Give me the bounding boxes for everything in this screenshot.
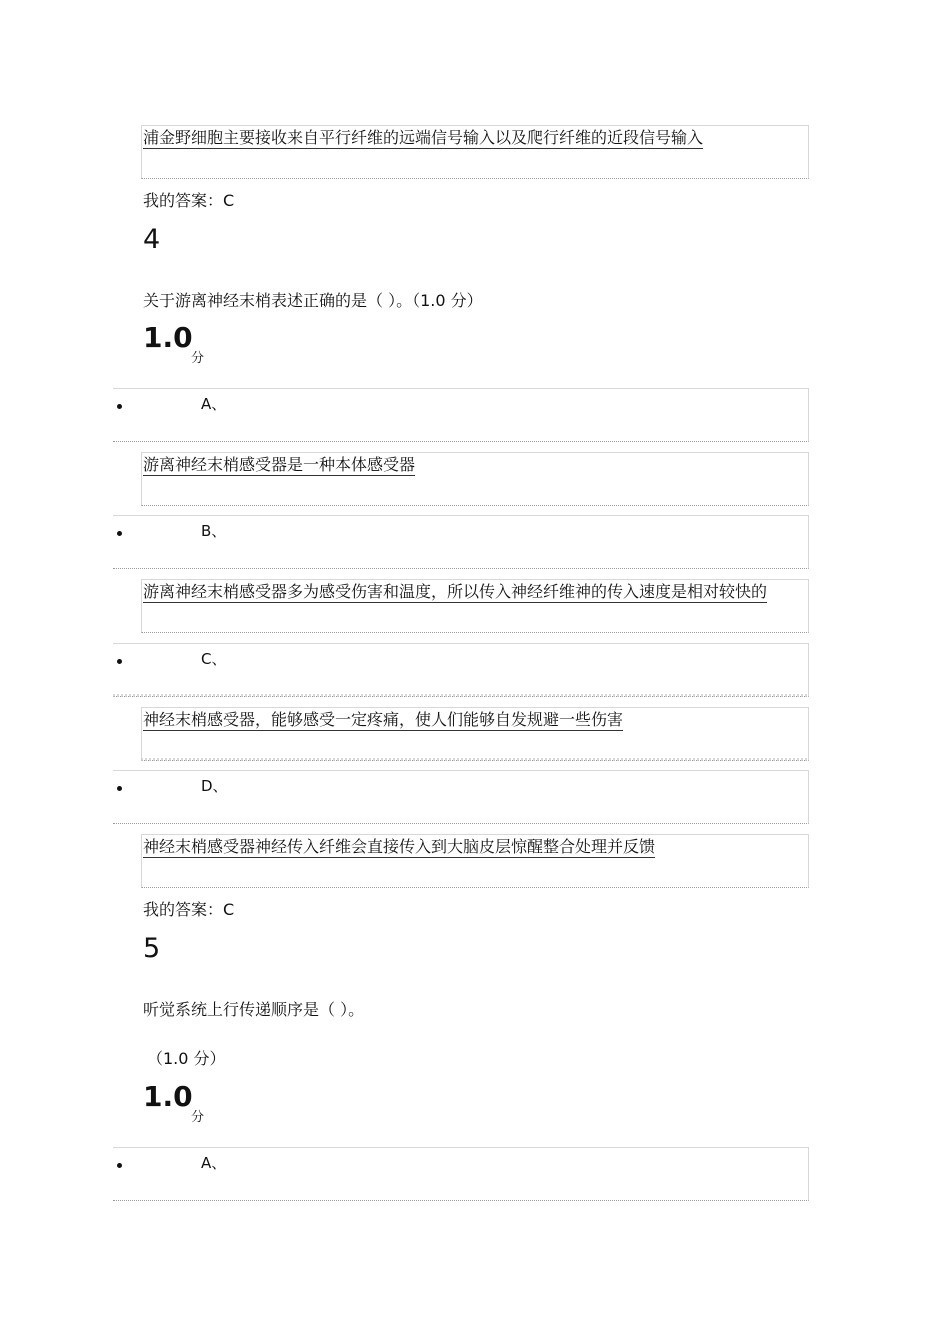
- score-value: 1.0: [143, 1080, 193, 1113]
- score-unit: 分: [191, 1110, 205, 1125]
- option-a-text: 游离神经末梢感受器是一种本体感受器: [143, 455, 416, 474]
- option-bullet: [117, 1163, 122, 1168]
- option-c-text: 神经末梢感受器，能够感受一定疼痛，使人们能够自发规避一些伤害: [143, 710, 624, 729]
- option-d-text: 神经末梢感受器神经传入纤维会直接传入到大脑皮层惊醒整合处理并反馈: [143, 837, 656, 856]
- option-bullet: [117, 531, 122, 536]
- option-d-label[interactable]: D、: [201, 777, 228, 795]
- scan-artifact: [141, 758, 809, 761]
- question-text: 关于游离神经末梢表述正确的是（ ）。（1.0 分）: [143, 291, 483, 310]
- option-bullet: [117, 404, 122, 409]
- option-c-label[interactable]: C、: [201, 650, 227, 668]
- option-a-label[interactable]: A、: [201, 395, 227, 413]
- option-a-label[interactable]: A、: [201, 1154, 227, 1172]
- question-text: 听觉系统上行传递顺序是（ ）。: [143, 1000, 365, 1019]
- question-number: 5: [143, 933, 161, 964]
- option-b-text: 游离神经末梢感受器多为感受伤害和温度，所以传入神经纤维神的传入速度是相对较快的: [143, 582, 768, 601]
- score-value: 1.0: [143, 321, 193, 354]
- scan-artifact: [113, 694, 809, 697]
- question-points: （1.0 分）: [147, 1049, 226, 1068]
- option-bullet: [117, 786, 122, 791]
- score-unit: 分: [191, 351, 205, 366]
- my-answer: 我的答案：C: [143, 900, 235, 919]
- option-bullet: [117, 659, 122, 664]
- option-text: 浦金野细胞主要接收来自平行纤维的远端信号输入以及爬行纤维的近段信号输入: [143, 128, 704, 147]
- my-answer: 我的答案：C: [143, 191, 235, 210]
- question-number: 4: [143, 224, 161, 255]
- option-b-label[interactable]: B、: [201, 522, 227, 540]
